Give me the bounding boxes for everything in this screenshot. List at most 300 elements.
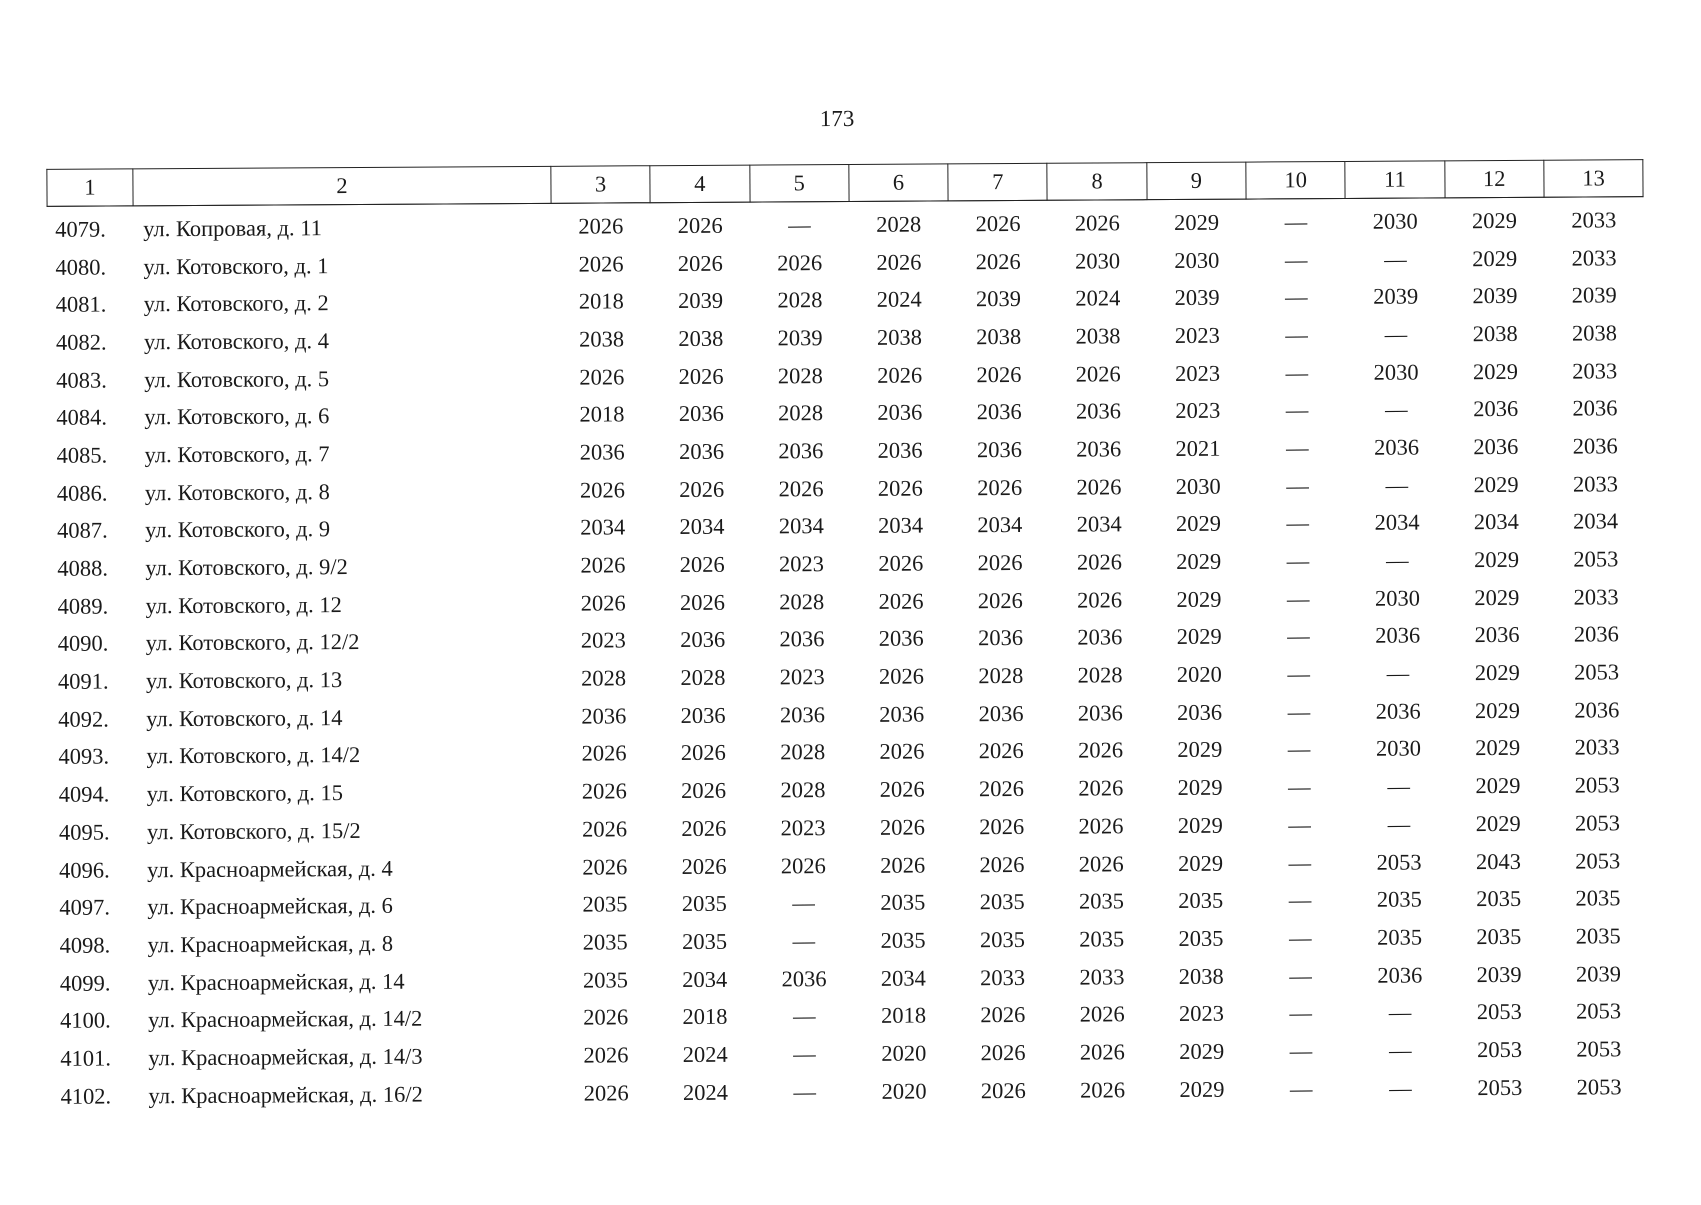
- year-cell-col-9: 2039: [1174, 284, 1220, 311]
- year-cell-col-4: 2018: [682, 1004, 728, 1030]
- year-cell-col-13: 2035: [1575, 923, 1621, 949]
- year-cell-col-10: —: [1286, 510, 1310, 536]
- year-cell-col-4: 2026: [681, 777, 727, 804]
- year-cell-col-3: 2035: [582, 891, 628, 917]
- year-cell-col-5: 2023: [780, 814, 826, 841]
- year-cell-col-8: 2035: [1078, 888, 1125, 914]
- year-cell-col-5: 2026: [778, 475, 824, 502]
- year-cell-col-9: 2029: [1176, 624, 1222, 650]
- address-cell: ул. Котовского, д. 9: [144, 516, 331, 543]
- year-cell-col-4: 2024: [682, 1041, 728, 1067]
- year-cell-col-8: 2038: [1075, 323, 1121, 349]
- column-header-3: 3: [551, 166, 651, 204]
- year-cell-col-8: 2026: [1078, 775, 1124, 801]
- year-cell-col-3: 2035: [582, 929, 628, 955]
- year-cell-col-6: 2038: [876, 324, 923, 350]
- address-cell: ул. Красноармейская, д. 6: [147, 893, 393, 920]
- address-cell: ул. Котовского, д. 14/2: [146, 742, 361, 769]
- year-cell-col-7: 2026: [980, 1002, 1026, 1028]
- address-cell: ул. Котовского, д. 15: [146, 780, 343, 807]
- year-cell-col-8: 2026: [1075, 360, 1121, 387]
- year-cell-col-8: 2030: [1074, 247, 1121, 274]
- year-cell-col-6: 2026: [877, 362, 923, 388]
- year-cell-col-7: 2036: [977, 625, 1024, 651]
- year-cell-col-10: —: [1288, 812, 1311, 838]
- year-cell-col-9: 2029: [1176, 548, 1222, 575]
- year-cell-col-13: 2053: [1574, 772, 1620, 798]
- year-cell-col-6: 2020: [881, 1040, 927, 1066]
- year-cell-col-6: 2026: [878, 663, 925, 689]
- year-cell-col-7: 2026: [976, 361, 1022, 387]
- year-cell-col-3: 2028: [581, 665, 627, 691]
- year-cell-col-6: 2036: [878, 625, 924, 652]
- year-cell-col-8: 2028: [1077, 662, 1123, 688]
- year-cell-col-8: 2026: [1080, 1076, 1126, 1103]
- year-cell-col-5: 2028: [778, 400, 824, 426]
- year-cell-col-13: 2033: [1573, 584, 1619, 610]
- year-cell-col-4: 2026: [681, 853, 727, 879]
- year-cell-col-4: 2026: [680, 740, 726, 766]
- year-cell-col-3: 2018: [578, 288, 624, 314]
- year-cell-col-3: 2026: [582, 853, 628, 880]
- year-cell-col-5: 2028: [780, 777, 826, 803]
- year-cell-col-8: 2033: [1079, 963, 1125, 990]
- year-cell-col-8: 2026: [1078, 850, 1124, 877]
- row-number: 4082.: [55, 329, 107, 355]
- year-cell-col-11: 2030: [1374, 585, 1421, 611]
- year-cell-col-5: —: [792, 1003, 816, 1029]
- year-cell-col-7: 2026: [975, 248, 1021, 274]
- year-cell-col-11: 2030: [1372, 208, 1418, 234]
- year-cell-col-8: 2036: [1076, 436, 1122, 462]
- year-cell-col-11: 2030: [1373, 359, 1419, 385]
- year-cell-col-5: 2026: [780, 852, 826, 878]
- year-cell-col-10: —: [1286, 585, 1310, 612]
- year-cell-col-7: 2026: [978, 738, 1024, 764]
- year-cell-col-12: 2029: [1475, 773, 1521, 799]
- year-cell-col-7: 2026: [979, 813, 1025, 840]
- year-cell-col-9: 2030: [1175, 473, 1221, 499]
- year-cell-col-9: 2029: [1176, 586, 1222, 612]
- row-number: 4097.: [59, 894, 111, 921]
- column-header-2: 2: [133, 166, 551, 206]
- row-number: 4083.: [56, 367, 107, 393]
- year-cell-col-10: —: [1287, 736, 1311, 762]
- year-cell-col-5: —: [793, 1078, 817, 1105]
- year-cell-col-8: 2026: [1076, 473, 1122, 500]
- row-number: 4099.: [59, 970, 111, 996]
- year-cell-col-9: 2020: [1176, 661, 1222, 688]
- year-cell-col-3: 2026: [578, 213, 624, 239]
- row-number: 4087.: [56, 517, 108, 544]
- address-cell: ул. Котовского, д. 2: [143, 290, 329, 317]
- year-cell-col-12: 2039: [1476, 961, 1522, 987]
- year-cell-col-8: 2026: [1074, 210, 1120, 236]
- year-cell-col-9: 2036: [1177, 699, 1223, 725]
- year-cell-col-6: 2026: [879, 776, 925, 802]
- year-cell-col-13: 2053: [1574, 810, 1621, 836]
- housing-repair-schedule-table: [46, 159, 1649, 1115]
- address-cell: ул. Котовского, д. 7: [144, 441, 330, 468]
- year-cell-col-7: 2026: [977, 549, 1023, 576]
- year-cell-col-10: —: [1288, 849, 1312, 875]
- address-cell: ул. Котовского, д. 14: [146, 704, 343, 732]
- column-header-12: 12: [1445, 160, 1545, 198]
- year-cell-col-4: 2026: [679, 551, 725, 578]
- year-cell-col-5: 2039: [777, 325, 823, 351]
- year-cell-col-6: 2026: [880, 852, 926, 878]
- year-cell-col-4: 2036: [680, 702, 726, 728]
- year-cell-col-6: 2026: [876, 249, 922, 275]
- row-number: 4098.: [59, 932, 111, 958]
- year-cell-col-13: 2036: [1572, 395, 1618, 421]
- year-cell-col-3: 2026: [579, 477, 626, 503]
- year-cell-col-11: 2030: [1375, 735, 1422, 762]
- year-cell-col-11: 2039: [1373, 283, 1419, 310]
- address-cell: ул. Красноармейская, д. 16/2: [148, 1081, 423, 1108]
- year-cell-col-3: 2036: [579, 439, 625, 465]
- year-cell-col-6: 2018: [880, 1002, 927, 1029]
- year-cell-col-13: 2053: [1575, 847, 1621, 874]
- year-cell-col-9: 2023: [1178, 1001, 1225, 1027]
- year-cell-col-10: —: [1289, 1000, 1313, 1026]
- year-cell-col-4: 2026: [678, 363, 724, 389]
- year-cell-col-3: 2026: [581, 778, 627, 804]
- year-cell-col-11: —: [1389, 1075, 1412, 1101]
- year-cell-col-11: —: [1384, 246, 1407, 272]
- year-cell-col-12: 2038: [1472, 320, 1518, 347]
- year-cell-col-6: 2036: [877, 399, 923, 426]
- year-cell-col-10: —: [1287, 661, 1311, 687]
- year-cell-col-11: 2036: [1374, 434, 1420, 460]
- year-cell-col-8: 2026: [1077, 587, 1123, 613]
- year-cell-col-9: 2029: [1177, 850, 1224, 876]
- year-cell-col-10: —: [1284, 209, 1308, 235]
- year-cell-col-5: 2023: [778, 551, 825, 577]
- year-cell-col-12: 2029: [1474, 660, 1520, 686]
- year-cell-col-5: 2028: [780, 739, 826, 765]
- year-cell-col-4: 2026: [681, 815, 727, 841]
- year-cell-col-5: 2036: [781, 965, 827, 992]
- year-cell-col-4: 2026: [677, 250, 723, 276]
- year-cell-col-4: 2036: [678, 438, 725, 465]
- year-cell-col-13: 2036: [1574, 697, 1620, 723]
- row-number: 4101.: [60, 1045, 111, 1071]
- address-cell: ул. Котовского, д. 13: [145, 667, 343, 694]
- year-cell-col-5: 2028: [777, 362, 823, 389]
- year-cell-col-11: 2036: [1375, 698, 1421, 724]
- year-cell-col-3: 2026: [580, 552, 626, 578]
- year-cell-col-12: 2029: [1474, 584, 1520, 610]
- row-number: 4088.: [57, 555, 108, 581]
- year-cell-col-5: 2036: [779, 626, 825, 652]
- year-cell-col-10: —: [1289, 962, 1312, 988]
- row-number: 4094.: [58, 781, 110, 807]
- year-cell-col-13: 2036: [1572, 433, 1618, 459]
- year-cell-col-12: 2029: [1475, 735, 1521, 761]
- column-header-10: 10: [1246, 161, 1346, 199]
- column-header-9: 9: [1147, 162, 1247, 200]
- year-cell-col-11: 2035: [1376, 886, 1422, 913]
- year-cell-col-11: —: [1388, 1037, 1412, 1063]
- address-cell: ул. Красноармейская, д. 4: [147, 855, 393, 882]
- column-header-7: 7: [948, 163, 1048, 201]
- year-cell-col-4: 2035: [681, 928, 728, 954]
- year-cell-col-9: 2023: [1175, 398, 1221, 424]
- year-cell-col-10: —: [1287, 623, 1310, 649]
- year-cell-col-13: 2033: [1572, 357, 1618, 384]
- year-cell-col-3: 2026: [581, 740, 627, 767]
- address-cell: ул. Котовского, д. 12/2: [145, 629, 360, 656]
- address-cell: ул. Котовского, д. 9/2: [145, 554, 348, 581]
- year-cell-col-9: 2029: [1177, 737, 1223, 763]
- year-cell-col-7: 2036: [978, 700, 1024, 726]
- year-cell-col-5: 2028: [779, 588, 825, 615]
- year-cell-col-9: 2029: [1179, 1076, 1225, 1102]
- year-cell-col-11: —: [1387, 773, 1410, 799]
- year-cell-col-9: 2023: [1174, 322, 1220, 348]
- year-cell-col-12: 2053: [1476, 999, 1522, 1025]
- year-cell-col-8: 2036: [1075, 398, 1122, 424]
- year-cell-col-9: 2035: [1178, 887, 1224, 914]
- year-cell-col-10: —: [1285, 435, 1309, 461]
- year-cell-col-6: 2035: [880, 889, 926, 916]
- year-cell-col-5: 2034: [778, 513, 824, 539]
- year-cell-col-11: —: [1387, 811, 1411, 837]
- year-cell-col-12: 2029: [1471, 207, 1518, 234]
- year-cell-col-10: —: [1285, 322, 1308, 348]
- year-cell-col-12: 2029: [1472, 358, 1519, 384]
- year-cell-col-4: 2034: [682, 966, 728, 992]
- year-cell-col-6: 2028: [876, 211, 922, 237]
- year-cell-col-13: 2033: [1572, 470, 1618, 497]
- address-cell: ул. Котовского, д. 12: [145, 591, 342, 619]
- row-number: 4091.: [57, 668, 109, 694]
- year-cell-col-3: 2036: [581, 703, 627, 729]
- year-cell-col-3: 2026: [583, 1042, 629, 1068]
- year-cell-col-11: 2035: [1377, 924, 1423, 950]
- year-cell-col-13: 2053: [1576, 1036, 1622, 1062]
- year-cell-col-7: 2036: [976, 436, 1022, 463]
- year-cell-col-12: 2053: [1477, 1074, 1523, 1100]
- year-cell-col-6: 2036: [877, 437, 923, 463]
- year-cell-col-5: 2028: [777, 287, 823, 313]
- year-cell-col-7: 2026: [980, 1039, 1026, 1066]
- column-header-4: 4: [650, 165, 750, 203]
- address-cell: ул. Котовского, д. 15/2: [146, 817, 361, 845]
- row-number: 4090.: [57, 630, 109, 657]
- year-cell-col-11: —: [1385, 547, 1409, 573]
- address-cell: ул. Красноармейская, д. 14/3: [148, 1043, 423, 1071]
- year-cell-col-3: 2026: [583, 1080, 629, 1106]
- year-cell-col-3: 2034: [580, 514, 626, 540]
- year-cell-col-5: —: [792, 890, 815, 916]
- year-cell-col-3: 2035: [582, 966, 629, 993]
- page-number: 173: [819, 105, 855, 132]
- year-cell-col-10: —: [1289, 1038, 1313, 1064]
- year-cell-col-7: 2036: [976, 399, 1022, 425]
- year-cell-col-6: 2034: [878, 512, 924, 539]
- column-header-8: 8: [1047, 163, 1147, 201]
- year-cell-col-4: 2026: [679, 476, 725, 502]
- year-cell-col-5: 2026: [777, 249, 823, 275]
- row-number: 4086.: [56, 480, 108, 506]
- year-cell-col-7: 2026: [980, 1077, 1026, 1103]
- year-cell-col-12: 2036: [1473, 433, 1519, 460]
- year-cell-col-9: 2035: [1178, 925, 1224, 951]
- column-header-1: 1: [47, 169, 133, 207]
- year-cell-col-3: 2026: [579, 363, 625, 390]
- row-number: 4089.: [57, 593, 109, 619]
- address-cell: ул. Красноармейская, д. 8: [147, 930, 394, 958]
- year-cell-col-3: 2023: [580, 627, 626, 654]
- address-cell: ул. Красноармейская, д. 14: [147, 968, 405, 995]
- row-number: 4093.: [58, 743, 110, 770]
- row-number: 4081.: [55, 291, 107, 318]
- year-cell-col-6: 2034: [880, 965, 926, 991]
- year-cell-col-8: 2035: [1079, 926, 1125, 952]
- year-cell-col-6: 2024: [876, 286, 922, 313]
- row-number: 4084.: [56, 404, 108, 431]
- year-cell-col-12: 2039: [1472, 283, 1518, 309]
- year-cell-col-7: 2034: [977, 512, 1023, 538]
- year-cell-col-7: 2039: [975, 286, 1022, 312]
- year-cell-col-10: —: [1289, 1075, 1313, 1101]
- year-cell-col-12: 2029: [1474, 546, 1520, 573]
- row-number: 4085.: [56, 442, 108, 468]
- row-number: 4079.: [55, 216, 106, 242]
- address-cell: ул. Котовского, д. 5: [144, 365, 330, 392]
- column-header-5: 5: [749, 164, 849, 202]
- year-cell-col-13: 2053: [1573, 546, 1619, 572]
- year-cell-col-8: 2026: [1077, 737, 1124, 764]
- year-cell-col-7: 2026: [975, 210, 1021, 237]
- row-number: 4080.: [55, 254, 107, 280]
- year-cell-col-11: —: [1388, 999, 1412, 1025]
- year-cell-col-5: —: [788, 212, 811, 238]
- year-cell-col-9: 2029: [1174, 209, 1220, 235]
- year-cell-col-13: 2033: [1574, 734, 1620, 761]
- year-cell-col-6: 2026: [877, 475, 923, 501]
- year-cell-col-13: 2053: [1576, 1073, 1622, 1100]
- year-cell-col-13: 2035: [1575, 885, 1621, 911]
- address-cell: ул. Котовского, д. 4: [143, 328, 329, 355]
- year-cell-col-12: 2029: [1472, 245, 1518, 271]
- year-cell-col-10: —: [1285, 359, 1309, 385]
- year-cell-col-6: 2035: [880, 927, 926, 953]
- row-number: 4102.: [60, 1083, 112, 1109]
- year-cell-col-5: 2036: [778, 438, 824, 464]
- year-cell-col-6: 2026: [879, 814, 925, 840]
- year-cell-col-4: 2026: [677, 212, 723, 238]
- year-cell-col-11: 2034: [1374, 509, 1420, 536]
- year-cell-col-8: 2026: [1078, 813, 1124, 839]
- year-cell-col-12: 2035: [1476, 886, 1522, 912]
- year-cell-col-13: 2036: [1573, 621, 1619, 647]
- year-cell-col-13: 2039: [1575, 960, 1621, 987]
- year-cell-col-12: 2036: [1474, 622, 1520, 648]
- year-cell-col-12: 2035: [1476, 923, 1522, 950]
- table-body: [47, 197, 1649, 1116]
- row-number: 4100.: [59, 1007, 111, 1034]
- column-header-13: 13: [1544, 160, 1644, 198]
- year-cell-col-9: 2023: [1174, 360, 1221, 386]
- year-cell-col-4: 2035: [681, 890, 727, 917]
- year-cell-col-9: 2029: [1177, 812, 1223, 838]
- year-cell-col-10: —: [1288, 887, 1312, 913]
- year-cell-col-10: —: [1288, 925, 1312, 951]
- year-cell-col-4: 2028: [680, 664, 726, 691]
- year-cell-col-12: 2043: [1475, 848, 1521, 874]
- year-cell-col-12: 2029: [1473, 471, 1519, 497]
- year-cell-col-12: 2053: [1476, 1036, 1523, 1063]
- year-cell-col-11: 2053: [1376, 849, 1422, 875]
- year-cell-col-10: —: [1286, 472, 1309, 498]
- year-cell-col-7: 2026: [979, 851, 1025, 877]
- year-cell-col-10: —: [1287, 698, 1311, 725]
- address-cell: ул. Копровая, д. 11: [143, 215, 322, 242]
- column-header-11: 11: [1345, 161, 1445, 199]
- year-cell-col-9: 2029: [1177, 774, 1223, 801]
- year-cell-col-12: 2029: [1475, 810, 1521, 837]
- year-cell-col-6: 2036: [879, 701, 925, 727]
- year-cell-col-7: 2028: [978, 663, 1024, 689]
- year-cell-col-3: 2038: [578, 326, 625, 352]
- year-cell-col-5: 2023: [779, 664, 825, 690]
- row-number: 4096.: [59, 857, 110, 883]
- year-cell-col-6: 2026: [878, 588, 924, 614]
- year-cell-col-10: —: [1284, 246, 1308, 272]
- year-cell-col-7: 2033: [980, 964, 1026, 990]
- year-cell-col-12: 2036: [1473, 396, 1519, 422]
- year-cell-col-12: 2029: [1474, 697, 1521, 723]
- year-cell-col-10: —: [1285, 284, 1308, 310]
- year-cell-col-5: 2036: [779, 701, 826, 728]
- year-cell-col-4: 2034: [679, 514, 725, 540]
- year-cell-col-8: 2024: [1075, 285, 1121, 311]
- address-cell: ул. Котовского, д. 8: [144, 478, 330, 505]
- year-cell-col-6: 2020: [881, 1078, 927, 1104]
- year-cell-col-13: 2039: [1571, 282, 1617, 308]
- year-cell-col-11: —: [1386, 660, 1410, 686]
- year-cell-col-7: 2026: [977, 587, 1023, 613]
- year-cell-col-5: —: [792, 928, 816, 954]
- year-cell-col-9: 2021: [1175, 435, 1221, 461]
- year-cell-col-11: 2036: [1377, 962, 1423, 988]
- year-cell-col-10: —: [1288, 774, 1311, 800]
- year-cell-col-7: 2026: [978, 776, 1025, 802]
- year-cell-col-4: 2039: [678, 287, 724, 314]
- year-cell-col-3: 2026: [578, 250, 624, 277]
- year-cell-col-13: 2034: [1573, 508, 1619, 534]
- year-cell-col-9: 2030: [1174, 247, 1220, 273]
- year-cell-col-5: —: [793, 1041, 816, 1067]
- year-cell-col-7: 2035: [979, 889, 1025, 915]
- year-cell-col-7: 2038: [976, 323, 1022, 350]
- year-cell-col-7: 2026: [977, 474, 1023, 500]
- year-cell-col-4: 2036: [680, 627, 726, 653]
- year-cell-col-3: 2026: [583, 1004, 629, 1030]
- year-cell-col-4: 2036: [678, 401, 724, 427]
- year-cell-col-7: 2035: [979, 926, 1025, 953]
- year-cell-col-13: 2053: [1576, 998, 1622, 1024]
- year-cell-col-11: —: [1385, 396, 1408, 423]
- year-cell-col-9: 2029: [1179, 1038, 1225, 1064]
- year-cell-col-4: 2024: [682, 1079, 729, 1105]
- year-cell-col-10: —: [1286, 548, 1310, 574]
- address-cell: ул. Котовского, д. 6: [144, 403, 330, 430]
- year-cell-col-8: 2026: [1079, 1039, 1125, 1065]
